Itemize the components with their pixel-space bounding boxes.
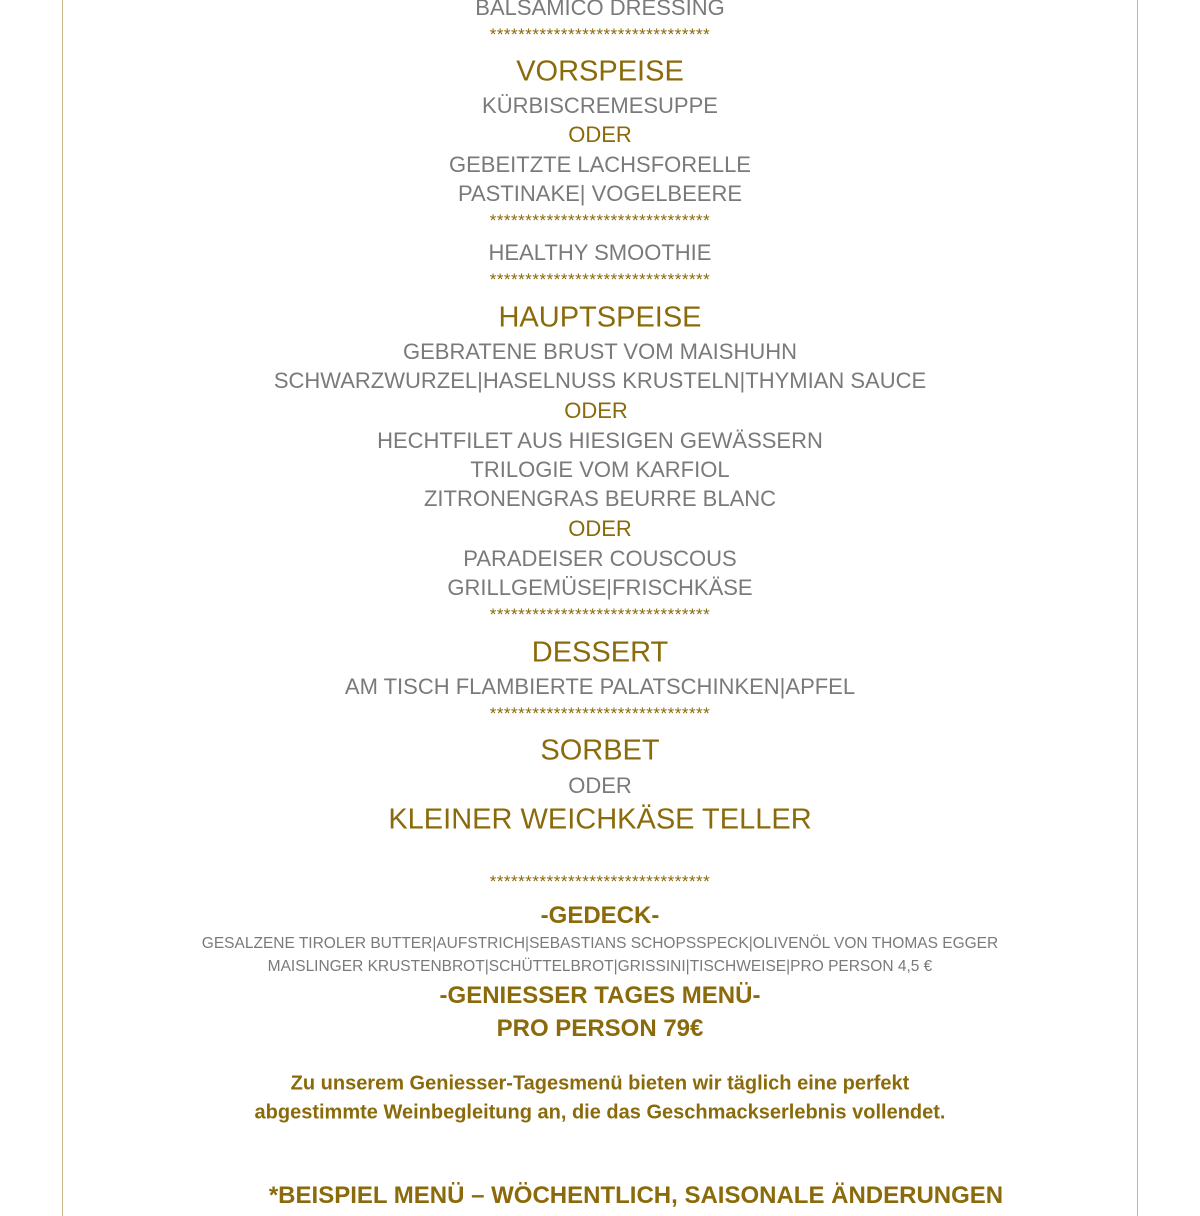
smoothie-item: HEALTHY SMOOTHIE <box>488 240 712 265</box>
oder-label: ODER <box>568 122 632 147</box>
vorspeise-item: PASTINAKE| VOGELBEERE <box>457 181 743 206</box>
vorspeise-title: VORSPEISE <box>516 55 684 88</box>
tagesmenu-price: PRO PERSON 79€ <box>496 1015 704 1042</box>
oder-label: ODER <box>568 516 632 541</box>
starter-dressing: BALSAMICO DRESSING <box>475 0 725 20</box>
gedeck-line: MAISLINGER KRUSTENBROT|SCHÜTTELBROT|GRISSINI|TISCHWEISE|PRO PERSON 4,5 € <box>267 958 933 975</box>
separator: ******************************* <box>489 872 711 891</box>
oder-label: ODER <box>564 398 628 423</box>
dessert-item: AM TISCH FLAMBIERTE PALATSCHINKEN|APFEL <box>344 674 856 699</box>
tagesmenu-title: -GENIESSER TAGES MENÜ- <box>439 982 761 1009</box>
vorspeise-item: KÜRBISCREMESUPPE <box>482 93 718 118</box>
vorspeise-item: GEBEITZTE LACHSFORELLE <box>449 152 751 177</box>
separator: ******************************* <box>489 25 711 44</box>
hauptspeise-item: SCHWARZWURZEL|HASELNUSS KRUSTELN|THYMIAN SAUCE <box>273 368 927 393</box>
hauptspeise-item: GEBRATENE BRUST VOM MAISHUHN <box>402 339 797 364</box>
wine-note: abgestimmte Weinbegleitung an, die das Geschmackserlebnis vollendet. <box>254 1101 946 1124</box>
hauptspeise-item: GRILLGEMÜSE|FRISCHKÄSE <box>447 575 753 600</box>
hauptspeise-title: HAUPTSPEISE <box>498 301 702 334</box>
sorbet-title: SORBET <box>540 734 660 767</box>
sample-menu-footer: *BEISPIEL MENÜ – WÖCHENTLICH, SAISONALE ÄNDERUNGEN <box>268 1182 1004 1209</box>
dessert-title: DESSERT <box>531 636 669 669</box>
gedeck-title: -GEDECK- <box>540 902 660 929</box>
separator: ******************************* <box>489 704 711 723</box>
hauptspeise-item: PARADEISER COUSCOUS <box>463 546 737 571</box>
cheese-plate-title: KLEINER WEICHKÄSE TELLER <box>388 803 812 836</box>
separator: ******************************* <box>489 270 711 289</box>
hauptspeise-item: ZITRONENGRAS BEURRE BLANC <box>423 486 777 511</box>
separator: ******************************* <box>489 211 711 230</box>
gedeck-line: GESALZENE TIROLER BUTTER|AUFSTRICH|SEBASTIANS SCHOPSSPECK|OLIVENÖL VON THOMAS EGGER <box>201 935 999 952</box>
hauptspeise-item: TRILOGIE VOM KARFIOL <box>470 457 730 482</box>
wine-note: Zu unserem Geniesser-Tagesmenü bieten wir täglich eine perfekt <box>290 1072 910 1095</box>
oder-label: ODER <box>568 773 632 798</box>
separator: ******************************* <box>489 605 711 624</box>
hauptspeise-item: HECHTFILET AUS HIESIGEN GEWÄSSERN <box>377 428 823 453</box>
